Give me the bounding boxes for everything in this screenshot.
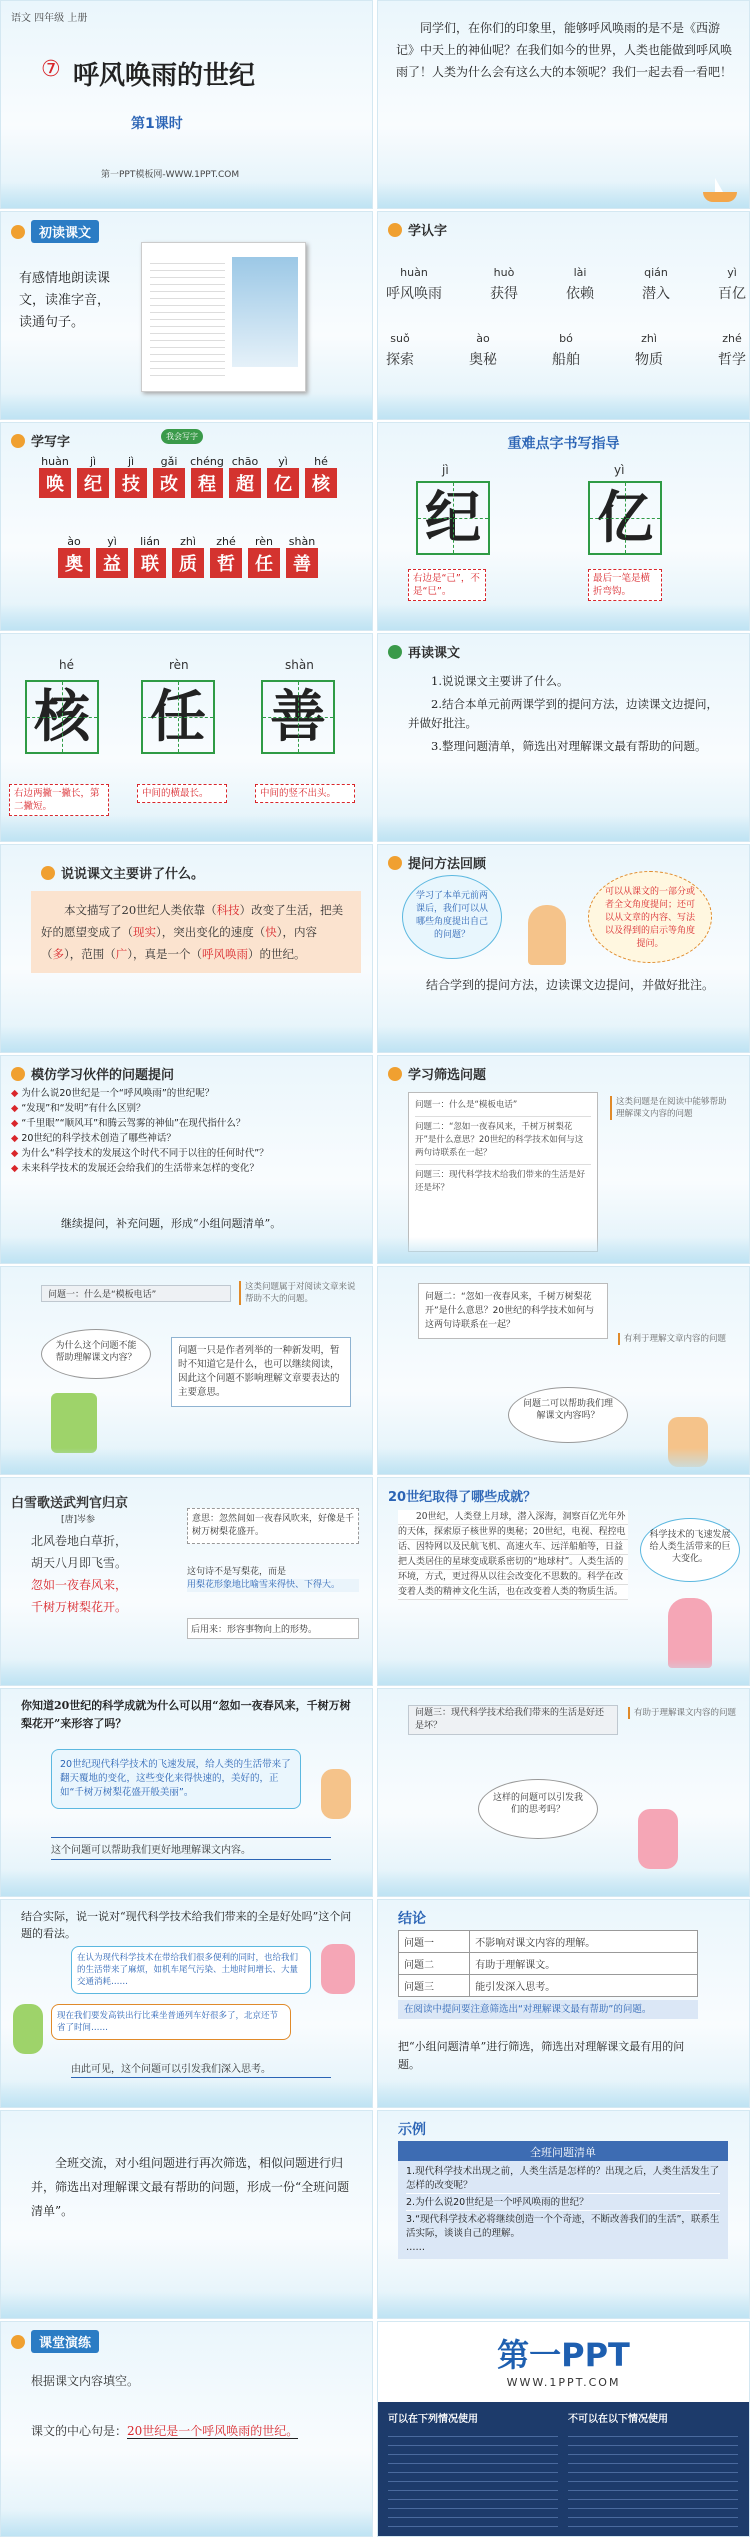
section-title: 说说课文主要讲了什么。	[61, 867, 205, 882]
char-item	[189, 455, 225, 498]
hanzi-char: 奥	[58, 548, 90, 578]
pinyin: huàn	[400, 266, 428, 279]
bullet-icon: ◆	[11, 1148, 22, 1159]
section-title: 学习筛选问题	[408, 1068, 487, 1083]
section-tag: 课堂演练	[31, 2330, 99, 2353]
course-crumb: 语文 四年级 上册	[11, 13, 88, 24]
slide-intro[interactable]	[377, 0, 750, 209]
pen-icon	[388, 1067, 402, 1081]
section-header	[388, 853, 486, 872]
pinyin: ào	[67, 535, 81, 548]
speech-bubble: 问题二可以帮助我们理解课文内容吗？	[508, 1387, 628, 1443]
char-item	[94, 535, 130, 578]
task-item: 3.整理问题清单，筛选出对理解课文最有帮助的问题。	[431, 739, 707, 753]
badge: 我会写字	[161, 429, 203, 444]
bullet-icon: ◆	[11, 1118, 22, 1129]
slide-discussion[interactable]	[0, 1899, 373, 2108]
char-item	[37, 455, 73, 498]
instruction: 全班交流，对小组问题进行再次筛选，相似问题进行归并，筛选出对理解课文最有帮助的问题，形成一份“全班问题清单”。	[31, 2156, 350, 2218]
slide-class-list[interactable]	[0, 2110, 373, 2319]
hanzi-char: 任	[248, 548, 280, 578]
list-item	[11, 1116, 367, 1131]
task-list	[408, 672, 728, 756]
textbook-image	[141, 242, 306, 392]
list-item	[11, 1101, 367, 1116]
student-figure	[321, 1944, 355, 1994]
word: 获得	[490, 286, 518, 302]
conclusion: 由此可见，这个问题可以引发我们深入思考。	[71, 2058, 331, 2078]
question-card: 问题二：“忽如一夜春风来，千树万树梨花开”是什么意思？20世纪的科学技术如何与这两句诗联系在一起？	[418, 1283, 608, 1339]
answer-box: 20世纪现代科学技术的飞速发展，给人类的生活带来了翻天覆地的变化，这些变化来得快速的，美好的，正如“千树万树梨花盛开般美丽”。	[51, 1749, 301, 1809]
footer-credit: 第一PPT模板网-WWW.1PPT.COM	[101, 170, 240, 180]
question-text: 为什么说20世纪是一个“呼风唤雨”的世纪呢？	[21, 1088, 215, 1099]
section-header	[11, 220, 99, 243]
conclusion: 这个问题可以帮助我们更好地理解课文内容。	[51, 1837, 331, 1860]
task-item: 2.结合本单元前两课学到的提问方法，边读课文边提问，并做好批注。	[408, 697, 718, 730]
allowed-heading: 可以在下列情况使用	[388, 2414, 478, 2425]
slide-reread[interactable]	[377, 633, 750, 842]
side-note: 这类问题是在阅读中能够帮助理解课文内容的问题	[610, 1096, 730, 1120]
bullet-icon: ◆	[11, 1133, 22, 1144]
slide-question-one[interactable]	[0, 1266, 373, 1475]
word: 船舶	[552, 352, 580, 368]
reading-instruction: 有感情地朗读课文，读准字音，读通句子。	[19, 271, 111, 330]
char-item	[75, 455, 111, 498]
poem-author: [唐]岑参	[61, 1515, 96, 1525]
wave-decoration	[1, 1659, 372, 1685]
slide-conclusion[interactable]	[377, 1899, 750, 2108]
char-item	[151, 455, 187, 498]
pinyin: hé	[314, 455, 328, 468]
word-item	[386, 332, 414, 369]
wave-decoration	[1, 815, 372, 841]
usage-lines	[388, 2428, 558, 2528]
poem-line: 忽如一夜春风来，	[31, 1578, 128, 1592]
pinyin: zhì	[180, 535, 196, 548]
practice-prompt: 根据课文内容填空。	[31, 2374, 140, 2388]
wave-decoration	[1, 2510, 372, 2536]
large-char: 核	[25, 680, 99, 754]
char-item	[170, 535, 206, 578]
sheet-item: 问题二：“忽如一夜春风来，千树万树梨花开”是什么意思？20世纪的科学技术如何与这两句诗联系在一起？	[415, 1117, 591, 1165]
char-item	[56, 535, 92, 578]
sheet-item: 问题一：什么是“模板电话”	[415, 1099, 591, 1117]
section-title: 学认字	[408, 224, 448, 239]
word: 百亿	[718, 286, 746, 302]
slide-poem[interactable]	[0, 1477, 373, 1686]
section-title: 提问方法回顾	[408, 857, 487, 872]
hint-box: 在阅读中提问要注意筛选出“对理解课文最有帮助”的问题。	[398, 2000, 698, 2019]
speech-bubble: 可以从课文的一部分或者全文角度提问；还可以从文章的内容、写法以及得到的启示等角度提问。	[588, 871, 712, 963]
prompt-text: 结合实际，说一说对“现代科学技术给我们带来的全是好处吗”这个问题的看法。	[21, 1910, 352, 1940]
slide-write-chars[interactable]	[0, 422, 373, 631]
pinyin: ào	[476, 332, 490, 345]
explanation: 这句诗不是写梨花，而是 用梨花形象地比喻雪来得快、下得大。	[187, 1566, 359, 1592]
word: 依赖	[566, 286, 594, 302]
slide-key-chars-2[interactable]	[0, 633, 373, 842]
pinyin: yì	[107, 535, 117, 548]
slide-metaphor[interactable]	[0, 1688, 373, 1897]
section-title: 结论	[398, 1911, 426, 1927]
char-item	[113, 455, 149, 498]
class-question-list	[398, 2161, 728, 2259]
list-item: 2.为什么说20世纪是一个呼风唤雨的世纪？	[406, 2193, 720, 2210]
pen-icon	[11, 225, 25, 239]
student-figure	[321, 1769, 351, 1819]
pinyin: jì	[127, 455, 135, 468]
meaning-note: 意思：忽然间如一夜春风吹来，好像是千树万树梨花盛开。	[187, 1508, 359, 1544]
question-text: 20世纪的科学技术创造了哪些神话？	[21, 1133, 176, 1144]
wave-decoration	[378, 1026, 749, 1052]
question-text: 为什么“科学技术的发展这个时代不同于以往的任何时代”？	[21, 1148, 269, 1159]
section-tag: 初读课文	[31, 220, 99, 243]
not-allowed-heading: 不可以在以下情况使用	[568, 2414, 668, 2425]
char-row-1	[5, 455, 371, 498]
list-header: 全班问题清单	[398, 2141, 728, 2163]
pinyin: lián	[140, 535, 160, 548]
question-label: 问题一：什么是“模板电话”	[41, 1285, 231, 1302]
large-char: 善	[261, 680, 335, 754]
answer-box: 问题一只是作者列举的一种新发明，暂时不知道它是什么，也可以继续阅读，因此这个问题不影响理解文章要表达的主要意思。	[171, 1337, 351, 1407]
slide-question-two[interactable]	[377, 1266, 750, 1475]
pinyin: zhé	[722, 332, 742, 345]
word-item	[635, 332, 663, 369]
logo-area	[378, 2322, 749, 2402]
bullet-icon: ◆	[11, 1103, 22, 1114]
slide-key-chars[interactable]	[377, 422, 750, 631]
pen-icon	[11, 2335, 25, 2349]
word-row-1	[386, 266, 746, 303]
section-header	[388, 1064, 486, 1083]
writing-note: 右边是“己”，不是“巳”。	[408, 569, 486, 601]
table-row: 问题三 能引发深入思考。	[399, 1975, 698, 1997]
lesson-number: ⑦	[41, 57, 61, 82]
fill-blank: 课文的中心句是：20世纪是一个呼风唤雨的世纪。	[31, 2424, 299, 2438]
char-item	[284, 535, 320, 578]
slide-question-methods[interactable]	[377, 844, 750, 1053]
pinyin: zhé	[216, 535, 236, 548]
table-row: 问题二 有助于理解课文。	[399, 1953, 698, 1975]
hanzi-char: 联	[134, 548, 166, 578]
pinyin: rèn	[254, 535, 274, 548]
question-sheet	[408, 1092, 598, 1252]
slide-credits[interactable]	[377, 2321, 750, 2537]
word: 探索	[386, 352, 414, 368]
wave-decoration	[378, 2292, 749, 2318]
word-item	[642, 266, 670, 303]
hanzi-char: 唤	[39, 468, 71, 498]
wave-decoration	[1, 182, 372, 208]
lesson-title: 呼风唤雨的世纪	[73, 61, 256, 91]
lesson-period: 第1课时	[131, 116, 183, 132]
pinyin: yì	[727, 266, 737, 279]
wave-decoration	[378, 604, 749, 630]
method-text: 结合学到的提问方法，边读课文边提问，并做好批注。	[426, 978, 715, 992]
pen-icon	[11, 434, 25, 448]
section-title: 再读课文	[408, 646, 461, 661]
slide-summary[interactable]	[0, 844, 373, 1053]
bullet-icon: ◆	[11, 1163, 22, 1174]
section-title: 模仿学习伙伴的问题提问	[31, 1068, 175, 1083]
question-text: “千里眼”“顺风耳”和腾云驾雾的神仙”在现代指什么？	[21, 1118, 246, 1129]
wave-decoration	[378, 393, 749, 419]
pinyin: shàn	[288, 535, 316, 548]
site-logo: 第一PPT	[497, 2336, 630, 2374]
word-item	[718, 266, 746, 303]
student-figure	[638, 1809, 678, 1869]
writing-note: 最后一笔是横折弯钩。	[588, 569, 662, 601]
list-item: 1.现代科学技术出现之前，人类生活是怎样的？出现之后，人类生活发生了怎样的改变呢？	[406, 2166, 720, 2191]
pinyin: shàn	[285, 658, 314, 672]
large-char: 任	[141, 680, 215, 754]
side-note: 有助于理解课文内容的问题	[628, 1707, 738, 1719]
word-item	[552, 332, 580, 369]
slide-achievements[interactable]	[377, 1477, 750, 1686]
usage-note: 后用来：形容事物向上的形势。	[187, 1618, 359, 1639]
bullet-icon: ◆	[11, 1088, 22, 1099]
poem-line: 千树万树梨花开。	[31, 1600, 128, 1614]
pinyin: gǎi	[160, 455, 178, 468]
student-figure	[668, 1598, 712, 1668]
hanzi-char: 益	[96, 548, 128, 578]
achievements-text: 20世纪，人类登上月球，潜入深海，洞察百亿光年外的天体，探索原子核世界的奥秘；20世纪，电视、程控电话、因特网以及民航飞机、高速火车、远洋船舶等，日益把人类居住的星球变成联系密切的“地球村”。人类生活的环境，方式，更过得从以往会改变化不思数的。科学在改变着人类的精神文化生活，也在改变着人类的物质生活。	[398, 1510, 628, 1600]
section-header	[11, 2330, 99, 2353]
char-item	[227, 455, 263, 498]
large-char: 亿	[588, 481, 662, 555]
word-row-2	[386, 332, 746, 369]
wave-decoration	[378, 815, 749, 841]
list-item: ……	[406, 2242, 425, 2253]
slide-filter-questions[interactable]	[377, 1055, 750, 1264]
wave-decoration	[1, 2081, 372, 2107]
pinyin: suǒ	[390, 332, 410, 345]
poem-title: 白雪歌送武判官归京	[11, 1496, 129, 1511]
speech-bubble: 这样的问题可以引发我们的思考吗？	[478, 1779, 598, 1839]
hanzi-char: 程	[191, 468, 223, 498]
word-item	[718, 332, 746, 369]
wave-decoration	[378, 1237, 749, 1263]
section-title: 学写字	[31, 435, 71, 450]
char-item	[246, 535, 282, 578]
pen-icon	[41, 866, 55, 880]
prompt-text: 你知道20世纪的科学成就为什么可以用“忽如一夜春风来，千树万树梨花开”来形容了吗？	[21, 1699, 351, 1730]
writing-note: 中间的横最长。	[137, 784, 227, 803]
pinyin: bó	[559, 332, 573, 345]
writing-note: 右边两撇一撇长，第二撇短。	[9, 784, 109, 816]
hanzi-char: 亿	[267, 468, 299, 498]
hanzi-char: 核	[305, 468, 337, 498]
wave-decoration	[1, 1026, 372, 1052]
section-title: 20世纪取得了哪些成就？	[388, 1490, 537, 1505]
wave-decoration	[378, 1448, 749, 1474]
slide-peer-questions[interactable]	[0, 1055, 373, 1264]
speech-bubble: 科学技术的飞速发展给人类生活带来的巨大变化。	[640, 1518, 740, 1582]
section-header	[388, 220, 447, 239]
speech-bubble: 学习了本单元前两课后，我们可以从哪些角度提出自己的问题？	[402, 875, 502, 959]
word-item	[469, 332, 497, 369]
wave-decoration	[378, 2081, 749, 2107]
word: 潜入	[642, 286, 670, 302]
speech-bubble: 为什么这个问题不能帮助理解课文内容？	[41, 1329, 151, 1379]
usage-panel	[378, 2402, 749, 2536]
list-item	[11, 1161, 367, 1176]
question-label: 问题三：现代科学技术给我们带来的生活是好还是坏？	[408, 1705, 618, 1735]
task-item: 1.说说课文主要讲了什么。	[431, 674, 569, 688]
pinyin: huàn	[41, 455, 69, 468]
boat-icon	[703, 192, 737, 202]
intro-text: 同学们，在你们的印象里，能够呼风唤雨的是不是《西游记》中天上的神仙呢？在我们如今的世界，人类也能做到呼风唤雨了！人类为什么会有这么大的本领呢？我们一起去看一看吧！	[396, 21, 733, 79]
sheet-item: 问题三：现代科学技术给我们带来的生活是好还是坏？	[415, 1170, 586, 1193]
side-note: 这类问题属于对阅读文章来说帮助不大的问题。	[239, 1281, 359, 1305]
char-item	[208, 535, 244, 578]
hanzi-char: 超	[229, 468, 261, 498]
slide-example[interactable]	[377, 2110, 750, 2319]
char-row-2	[5, 535, 371, 578]
section-header	[41, 863, 204, 882]
char-item	[303, 455, 339, 498]
conclusion-table	[398, 1930, 698, 1997]
table-row: 问题一 不影响对课文内容的理解。	[399, 1931, 698, 1953]
pinyin: qián	[644, 266, 668, 279]
pen-icon	[388, 645, 402, 659]
instruction: 把“小组问题清单”进行筛选，筛选出对理解课文最有用的问题。	[398, 2040, 685, 2071]
word-item	[386, 266, 442, 303]
question-list	[11, 1086, 367, 1176]
poem-line: 胡天八月即飞雪。	[31, 1556, 128, 1570]
section-title: 重难点字书写指导	[507, 436, 620, 452]
pinyin: lài	[573, 266, 587, 279]
wave-decoration	[378, 1659, 749, 1685]
writing-note: 中间的竖不出头。	[255, 784, 355, 803]
section-header	[11, 431, 70, 450]
hanzi-char: 哲	[210, 548, 242, 578]
section-header	[11, 1064, 174, 1083]
instruction: 继续提问，补充问题，形成“小组问题清单”。	[61, 1217, 282, 1230]
list-item	[11, 1146, 367, 1161]
pinyin: jì	[89, 455, 97, 468]
pinyin: huò	[493, 266, 515, 279]
list-item	[11, 1086, 367, 1101]
poem-line: 北风卷地白草折，	[31, 1534, 128, 1548]
list-item: 3.“现代科学技术必将继续创造一个个奇迹，不断改善我们的生活”，联系生活实际，谈谈自己的理解。	[406, 2210, 720, 2241]
pen-icon	[388, 223, 402, 237]
side-note: 有利于理解文章内容的问题	[618, 1333, 728, 1345]
summary-box: 本文描写了20世纪人类依靠（科技）改变了生活，把美好的愿望变成了（现实），突出变化的速度（快），内容（多），范围（广），真是一个（呼风唤雨）的世纪。	[31, 891, 361, 973]
question-text: 未来科学技术的发展还会给我们的生活带来怎样的变化？	[21, 1163, 259, 1174]
section-title: 示例	[398, 2122, 426, 2138]
section-header	[388, 642, 460, 661]
wave-decoration	[378, 1870, 749, 1896]
hanzi-char: 善	[286, 548, 318, 578]
wave-decoration	[1, 1870, 372, 1896]
word: 哲学	[718, 352, 746, 368]
pinyin: zhì	[641, 332, 657, 345]
pinyin: chāo	[231, 455, 259, 468]
speech-bubble: 在认为现代科学技术在带给我们很多便利的同时，也给我们的生活带来了麻烦，如机车尾气污染、土地时间增长、大量交通消耗……	[71, 1946, 311, 1994]
pen-icon	[11, 1067, 25, 1081]
word: 物质	[635, 352, 663, 368]
student-figure	[51, 1393, 97, 1453]
pen-icon	[388, 856, 402, 870]
wave-decoration	[1, 1237, 372, 1263]
hanzi-char: 改	[153, 468, 185, 498]
usage-lines	[568, 2428, 738, 2528]
speech-bubble: 现在我们要发高铁出行比乘坐普通列车好很多了，北京还节省了时间……	[51, 2004, 291, 2040]
pinyin: hé	[59, 658, 74, 672]
hanzi-char: 质	[172, 548, 204, 578]
wave-decoration	[1, 2292, 372, 2318]
slide-recognize-words[interactable]	[377, 211, 750, 420]
question-text: “发现”和“发明”有什么区别？	[21, 1103, 146, 1114]
student-figure	[528, 905, 566, 965]
slide-question-three[interactable]	[377, 1688, 750, 1897]
list-item	[11, 1131, 367, 1146]
char-item	[132, 535, 168, 578]
wave-decoration	[1, 1448, 372, 1474]
slide-title[interactable]	[0, 0, 373, 209]
slide-practice[interactable]	[0, 2321, 373, 2537]
large-char: 纪	[416, 481, 490, 555]
wave-decoration	[1, 604, 372, 630]
char-item	[265, 455, 301, 498]
hanzi-char: 技	[115, 468, 147, 498]
pinyin: chéng	[190, 455, 224, 468]
word-item	[566, 266, 594, 303]
student-figure	[13, 2004, 43, 2054]
wave-decoration	[1, 393, 372, 419]
word: 奥秘	[469, 352, 497, 368]
pinyin: jì	[442, 463, 449, 477]
wave-decoration	[378, 182, 749, 208]
word-item	[490, 266, 518, 303]
poem-lines	[31, 1530, 127, 1618]
slide-first-reading[interactable]	[0, 211, 373, 420]
hanzi-char: 纪	[77, 468, 109, 498]
pinyin: yì	[278, 455, 288, 468]
word: 呼风唤雨	[386, 286, 442, 302]
site-url: WWW.1PPT.COM	[506, 2376, 621, 2389]
pinyin: rèn	[169, 658, 189, 672]
pinyin: yì	[614, 463, 625, 477]
